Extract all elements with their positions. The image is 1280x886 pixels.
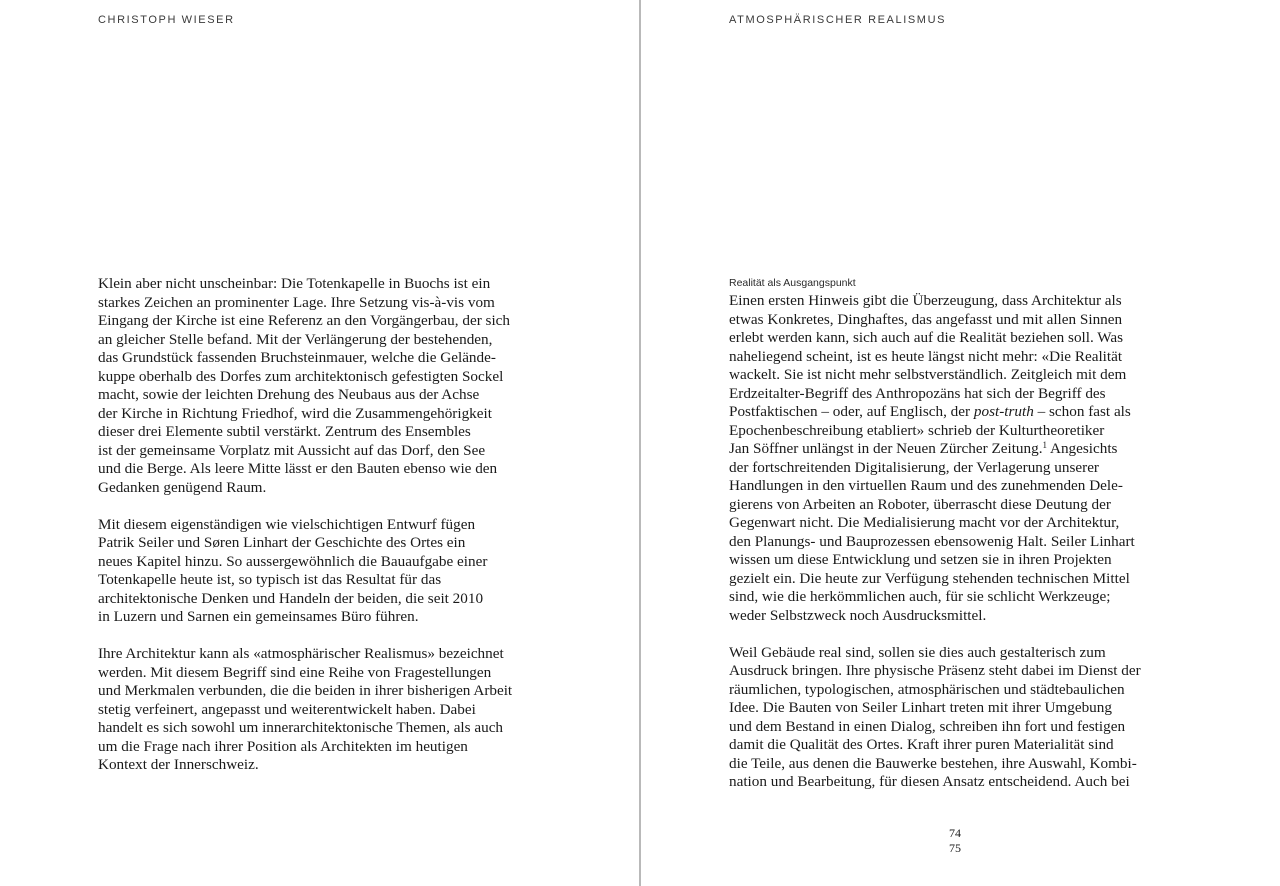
text-line: Gedanken genügend Raum.	[98, 478, 267, 496]
text-line: weder Selbstzweck noch Ausdrucksmittel.	[729, 606, 987, 624]
page-number-right: 75	[949, 840, 961, 855]
right-body-text	[729, 292, 1199, 810]
text-line: Gegenwart nicht. Die Medialisierung macht vor der Architektur,	[729, 514, 1120, 531]
text-line: werden. Mit diesem Begriff sind eine Reihe von Fragestellungen	[98, 663, 492, 681]
text-line: architektonische Denken und Handeln der beiden, die seit 2010	[98, 589, 484, 607]
text-line: und die Berge. Als leere Mitte lässt er den Bauten ebenso wie den	[98, 460, 498, 477]
text-line: gierens von Arbeiten an Roboter, überrascht diese Deutung der	[729, 495, 1111, 513]
italic-term: post-truth	[973, 403, 1034, 420]
text-line: Totenkapelle heute ist, so typisch ist das Resultat für das	[98, 571, 442, 588]
text-line: Klein aber nicht unscheinbar: Die Totenkapelle in Buochs ist ein	[98, 275, 491, 292]
text-line: und dem Bestand in einen Dialog, schreiben ihn fort und festigen	[729, 717, 1126, 735]
text-line: Kontext der Innerschweiz.	[98, 756, 259, 773]
text-line: damit die Qualität des Ortes. Kraft ihrer puren Materialität sind	[729, 736, 1114, 753]
text-line: naheliegend scheint, ist es heute längst nicht mehr: «Die Realität	[729, 347, 1123, 365]
text-line: das Grundstück fassenden Bruchsteinmauer, welche die Gelände-	[98, 349, 496, 366]
text-line: Handlungen in den virtuellen Raum und des zunehmenden Dele-	[729, 477, 1123, 494]
text-segment: Jan Söffner unlängst in der Neuen Zürcher Zeitung.	[729, 440, 1043, 457]
text-line	[729, 403, 1199, 422]
text-line: erlebt werden kann, sich auch auf die Realität beziehen soll. Was	[729, 329, 1124, 346]
running-head-left: CHRISTOPH WIESER	[98, 14, 235, 26]
text-line: Idee. Die Bauten von Seiler Linhart treten mit ihrer Umgebung	[729, 699, 1112, 716]
text-line: gezielt ein. Die heute zur Verfügung stehenden technischen Mittel	[729, 569, 1130, 587]
paragraph	[98, 275, 568, 497]
text-line: und Merkmalen verbunden, die die beiden in ihrer bisherigen Arbeit	[98, 682, 513, 699]
text-line	[729, 440, 1199, 459]
text-line: in Luzern und Sarnen ein gemeinsames Büro führen.	[98, 608, 419, 625]
text-line: wackelt. Sie ist nicht mehr selbstverständlich. Zeitgleich mit dem	[729, 366, 1127, 383]
text-line: macht, sowie der leichten Drehung des Neubaus aus der Achse	[98, 386, 480, 403]
text-line: Mit diesem eigenständigen wie vielschichtigen Entwurf fügen	[98, 515, 476, 533]
text-line: der fortschreitenden Digitalisierung, der Verlagerung unserer	[729, 458, 1099, 476]
right-page	[641, 0, 1280, 886]
text-line: starkes Zeichen an prominenter Lage. Ihre Setzung vis-à-vis vom	[98, 293, 495, 311]
text-line: neues Kapitel hinzu. So aussergewöhnlich die Bauaufgabe einer	[98, 552, 488, 570]
text-line: die Teile, aus denen die Bauwerke bestehen, ihre Auswahl, Kombi-	[729, 754, 1137, 772]
text-segment: Postfaktischen – oder, auf Englisch, der	[729, 403, 974, 420]
left-body-text	[98, 275, 568, 793]
text-line: räumlichen, typologischen, atmosphärischen und städtebaulichen	[729, 680, 1125, 698]
paragraph	[98, 516, 568, 627]
text-line: um die Frage nach ihrer Position als Architekten im heutigen	[98, 737, 468, 755]
page-number-left: 74	[949, 826, 961, 840]
paragraph	[98, 645, 568, 775]
text-line: Erdzeitalter-Begriff des Anthropozäns hat sich der Begriff des	[729, 384, 1106, 402]
text-line: stetig verfeinert, angepasst und weiterentwickelt haben. Dabei	[98, 700, 476, 718]
text-line: sind, wie die herkömmlichen auch, für sie schlicht Werkzeuge;	[729, 588, 1111, 605]
text-line: wissen um diese Entwicklung und setzen sie in ihren Projekten	[729, 551, 1112, 568]
text-line: Patrik Seiler und Søren Linhart der Geschichte des Ortes ein	[98, 534, 466, 551]
text-line: ist der gemeinsame Vorplatz mit Aussicht auf das Dorf, den See	[98, 441, 486, 459]
text-line: Weil Gebäude real sind, sollen sie dies auch gestalterisch zum	[729, 643, 1106, 661]
running-head-right: ATMOSPHÄRISCHER REALISMUS	[729, 14, 947, 26]
text-line: Ausdruck bringen. Ihre physische Präsenz steht dabei im Dienst der	[729, 662, 1141, 679]
text-line: etwas Konkretes, Dinghaftes, das angefasst und mit allen Sinnen	[729, 310, 1123, 328]
text-line: nation und Bearbeitung, für diesen Ansatz entscheidend. Auch bei	[729, 773, 1130, 790]
left-page	[0, 0, 639, 886]
text-line: Epochenbeschreibung etabliert» schrieb der Kulturtheoretiker	[729, 421, 1105, 439]
text-line: an gleicher Stelle befand. Mit der Verlängerung der bestehenden,	[98, 330, 493, 348]
text-line: Einen ersten Hinweis gibt die Überzeugung, dass Architektur als	[729, 292, 1122, 309]
text-segment: – schon fast als	[1033, 403, 1131, 420]
section-subheading: Realität als Ausgangspunkt	[729, 277, 856, 289]
text-line: Ihre Architektur kann als «atmosphärischer Realismus» bezeichnet	[98, 645, 504, 662]
text-segment: Angesichts	[1047, 440, 1118, 457]
text-line: der Kirche in Richtung Friedhof, wird die Zusammengehörigkeit	[98, 404, 492, 422]
text-line: kuppe oberhalb des Dorfes zum architektonisch gefestigten Sockel	[98, 367, 504, 385]
footnote-marker: 1	[1042, 440, 1048, 450]
text-line: Eingang der Kirche ist eine Referenz an den Vorgängerbau, der sich	[98, 312, 511, 329]
text-line: handelt es sich sowohl um innerarchitektonische Themen, als auch	[98, 719, 504, 736]
text-line: dieser drei Elemente subtil verstärkt. Zentrum des Ensembles	[98, 423, 471, 440]
text-line: den Planungs- und Bauprozessen ebensowenig Halt. Seiler Linhart	[729, 532, 1135, 550]
page-numbers	[949, 826, 961, 855]
paragraph	[729, 292, 1199, 625]
paragraph	[729, 644, 1199, 792]
